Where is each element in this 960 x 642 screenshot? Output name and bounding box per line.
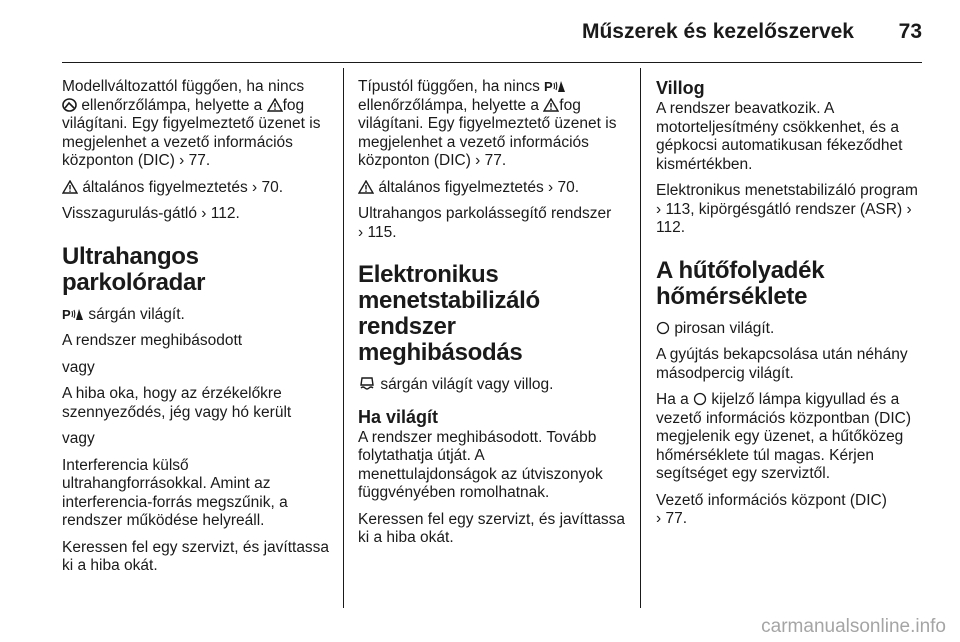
paragraph: Vezető információs központ (DIC) › 77.	[656, 491, 887, 527]
subheading-blinking: Villog	[656, 78, 705, 98]
esp-skid-icon	[358, 376, 376, 391]
page-header	[62, 0, 922, 63]
paragraph: vagy	[62, 430, 95, 447]
column-3	[656, 78, 924, 537]
paragraph: Interferencia külső ultrahangforrásokkal. Amint az interferencia-forrás megszűnik, a rendszer működése helyreáll.	[62, 456, 288, 529]
warning-triangle-icon	[267, 98, 283, 112]
section-heading-coolant-temp: A hűtőfolyadék hőmérséklete	[656, 256, 825, 310]
coolant-temperature-icon	[693, 392, 707, 406]
page-ref-link[interactable]: 77.	[484, 152, 507, 169]
column-divider-2	[640, 68, 641, 608]
page-ref-link[interactable]: 77.	[665, 510, 688, 527]
paragraph: P sárgán világít.	[62, 305, 185, 323]
column-1	[62, 78, 330, 584]
page-title: Műszerek és kezelőszervek	[581, 20, 854, 43]
paragraph: Ha a kijelző lámpa kigyullad és a vezető információs központban (DIC) megjelenik egy üzenet, a hűtőközeg hőmérséklete túl magas. Kérjen segítséget egy szerviztől.	[656, 391, 912, 482]
paragraph: Keressen fel egy szervizt, és javíttassa ki a hiba okát.	[358, 510, 626, 546]
paragraph: általános figyelmeztetés › 70.	[358, 179, 626, 198]
paragraph: pirosan világít.	[656, 320, 924, 339]
column-divider-1	[343, 68, 344, 608]
svg-text:P: P	[544, 79, 553, 93]
paragraph: Típustól függően, ha nincs P ellenőrzőlámpa, helyette a fog világítani. Egy figyelmeztető üzenet is megjelenhet a vezető információs központon (DIC) › 77.	[358, 78, 617, 169]
column-2	[358, 78, 626, 556]
page-ref-arrow: ›	[179, 152, 185, 169]
paragraph: A rendszer meghibásodott	[62, 332, 243, 349]
paragraph: vagy	[62, 358, 95, 376]
page-ref-link[interactable]: 115.	[367, 223, 397, 241]
page-ref-link[interactable]: 70.	[261, 178, 284, 196]
warning-triangle-icon	[62, 180, 78, 194]
page-ref-link[interactable]: 77.	[188, 152, 211, 169]
paragraph: A rendszer beavatkozik. A motorteljesítmény csökkenhet, és a gépkocsi automatikusan fékeződhet kismértékben.	[656, 100, 903, 173]
page-number: 73	[898, 20, 922, 43]
paragraph: Modellváltozattól függően, ha nincs ellenőrzőlámpa, helyette a fog világítani. Egy figyelmeztető üzenet is megjelenhet a vezető információs központon (DIC) › 77.	[62, 78, 321, 169]
paragraph: A hiba oka, hogy az érzékelőkre szennyeződés, jég vagy hó került	[62, 385, 292, 421]
paragraph: Visszagurulás-gátló › 112.	[62, 205, 240, 222]
page-ref-link[interactable]: 112.	[656, 219, 686, 236]
parking-sensor-icon	[544, 79, 566, 93]
page-ref-link[interactable]: 70.	[557, 178, 580, 196]
paragraph: A gyújtás bekapcsolása után néhány másodpercig világít.	[656, 346, 908, 382]
section-heading-esp-fault: Elektronikus menetstabilizáló rendszer meghibásodás	[358, 261, 540, 366]
paragraph: Ultrahangos parkolássegítő rendszer › 115.	[358, 205, 612, 241]
coolant-temperature-icon	[656, 321, 670, 335]
paragraph: Keressen fel egy szervizt, és javíttassa ki a hiba okát.	[62, 538, 330, 574]
paragraph: Elektronikus menetstabilizáló program › 113, kipörgésgátló rendszer (ASR) › 112.	[656, 182, 918, 236]
parking-sensor-icon	[62, 307, 84, 321]
page-ref-link[interactable]: 112.	[210, 205, 240, 222]
subheading-if-lit: Ha világít	[358, 406, 439, 427]
warning-triangle-icon	[543, 98, 559, 112]
warning-triangle-icon	[358, 180, 374, 194]
svg-text:P: P	[62, 306, 71, 321]
paragraph: sárgán világít vagy villog.	[358, 376, 626, 395]
hill-hold-icon	[62, 98, 77, 112]
paragraph: általános figyelmeztetés › 70.	[62, 179, 330, 198]
section-heading-parking-radar: Ultrahangos parkolóradar	[62, 242, 206, 296]
watermark: carmanualsonline.info	[761, 616, 946, 637]
page-ref-link[interactable]: 113, kipörgésgátló rendszer (ASR)	[665, 200, 903, 218]
paragraph: A rendszer meghibásodott. Tovább folytathatja útját. A menettulajdonságok az útviszonyok függvényében romolhatnak.	[358, 428, 603, 501]
